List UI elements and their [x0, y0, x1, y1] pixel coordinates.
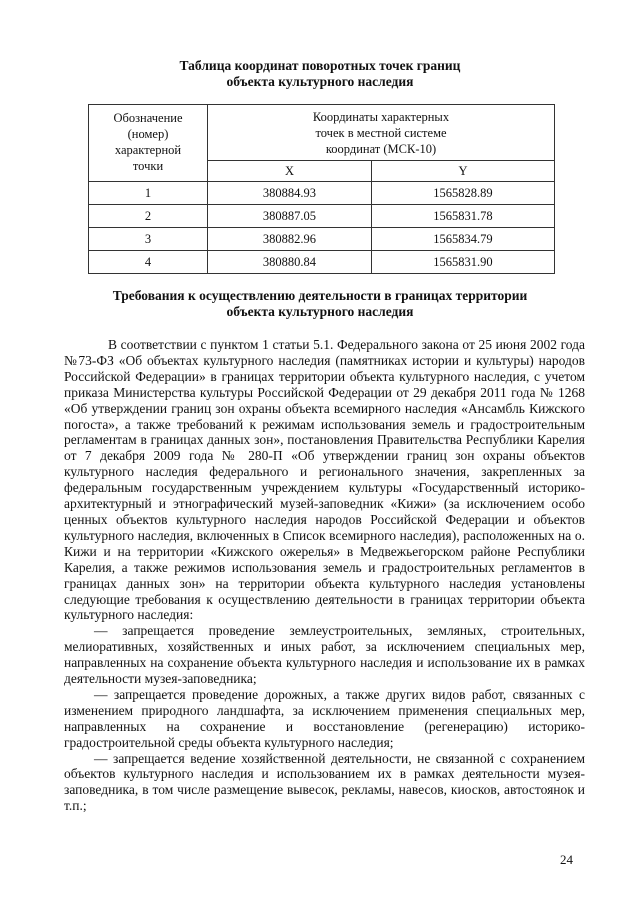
point-cell: 1 [89, 182, 208, 205]
point-cell: 4 [89, 251, 208, 274]
coordinates-table [88, 104, 555, 274]
y-cell: 1565831.90 [371, 251, 554, 274]
requirement-item-3: — запрещается ведение хозяйственной деятельности, не связанной с сохранением объектов культурного наследия и использованием их в рамках деятельности музея-заповедника, в том числе размещение вывесок, рекламы, навесов, киосков, автостоянок и т.п.; [64, 750, 585, 814]
section-title-line1: Требования к осуществлению деятельности в границах территории [112, 288, 528, 303]
y-cell: 1565834.79 [371, 228, 554, 251]
table-title [0, 58, 640, 90]
page-number: 24 [560, 852, 573, 867]
point-cell: 3 [89, 228, 208, 251]
x-header: X [208, 161, 372, 182]
table-row [89, 228, 555, 251]
x-cell: 380884.93 [208, 182, 372, 205]
point-cell: 2 [89, 205, 208, 228]
x-cell: 380882.96 [208, 228, 372, 251]
section-title-line2: объекта культурного наследия [226, 304, 414, 319]
table-title-line2: объекта культурного наследия [226, 74, 414, 89]
table-row [89, 251, 555, 274]
y-cell: 1565831.78 [371, 205, 554, 228]
y-header: Y [371, 161, 554, 182]
body-text [64, 337, 585, 814]
y-cell: 1565828.89 [371, 182, 554, 205]
requirement-item-1: — запрещается проведение землеустроительных, земляных, строительных, мелиоративных, хозяйственных и иных работ, за исключением специальных мер, направленных на сохранение объекта культурного наследия и использование их в рамках деятельности музея-заповедника; [64, 623, 585, 687]
table-title-line1: Таблица координат поворотных точек границ [179, 58, 461, 73]
intro-paragraph: В соответствии с пунктом 1 статьи 5.1. Федерального закона от 25 июня 2002 года №73-ФЗ «Об объектах культурного наследия (памятниках истории и культуры) народов Российской Федерации» в границах территории объекта культурного наследия, с учетом приказа Министерства культуры Российской Федерации от 29 декабря 2011 года № 1268 «Об утверждении границ зон охраны объекта всемирного наследия «Ансамбль Кижского погоста», а также требований к режимам использования земель и градостроительным регламентам в границах данных зон», постановления Правительства Республики Карелия от 7 декабря 2009 года № 280-П «Об утверждении границ зон охраны объектов культурного наследия федерального и регионального значения, закрепленных за федеральным государственным учреждением культуры «Государственный историко-архитектурный и этнографический музей-заповедник «Кижи» (за исключением особо ценных объектов культурного наследия народов Российской Федерации и объектов культурного наследия, включенных в Список всемирного наследия), расположенных на о. Кижи и на территории «Кижского ожерелья» в Медвежьегорском районе Республики Карелия, а также режимов использования земель и градостроительных регламентов в границах данных зон» на территории объекта культурного наследия установлены следующие требования к осуществлению деятельности в границах территории объекта культурного наследия: [64, 337, 585, 623]
x-cell: 380887.05 [208, 205, 372, 228]
x-cell: 380880.84 [208, 251, 372, 274]
requirement-item-2: — запрещается проведение дорожных, а также других видов работ, связанных с изменением природного ландшафта, за исключением применения специальных мер, направленных на сохранение и восстановление (регенерацию) историко-градостроительной среды объекта культурного наследия; [64, 686, 585, 750]
table-row [89, 205, 555, 228]
table-row [89, 182, 555, 205]
coordinates-header: Координаты характерных точек в местной системе координат (МСК-10) [208, 105, 555, 161]
section-title [0, 288, 640, 320]
point-header: Обозначение (номер) характерной точки [89, 105, 208, 182]
